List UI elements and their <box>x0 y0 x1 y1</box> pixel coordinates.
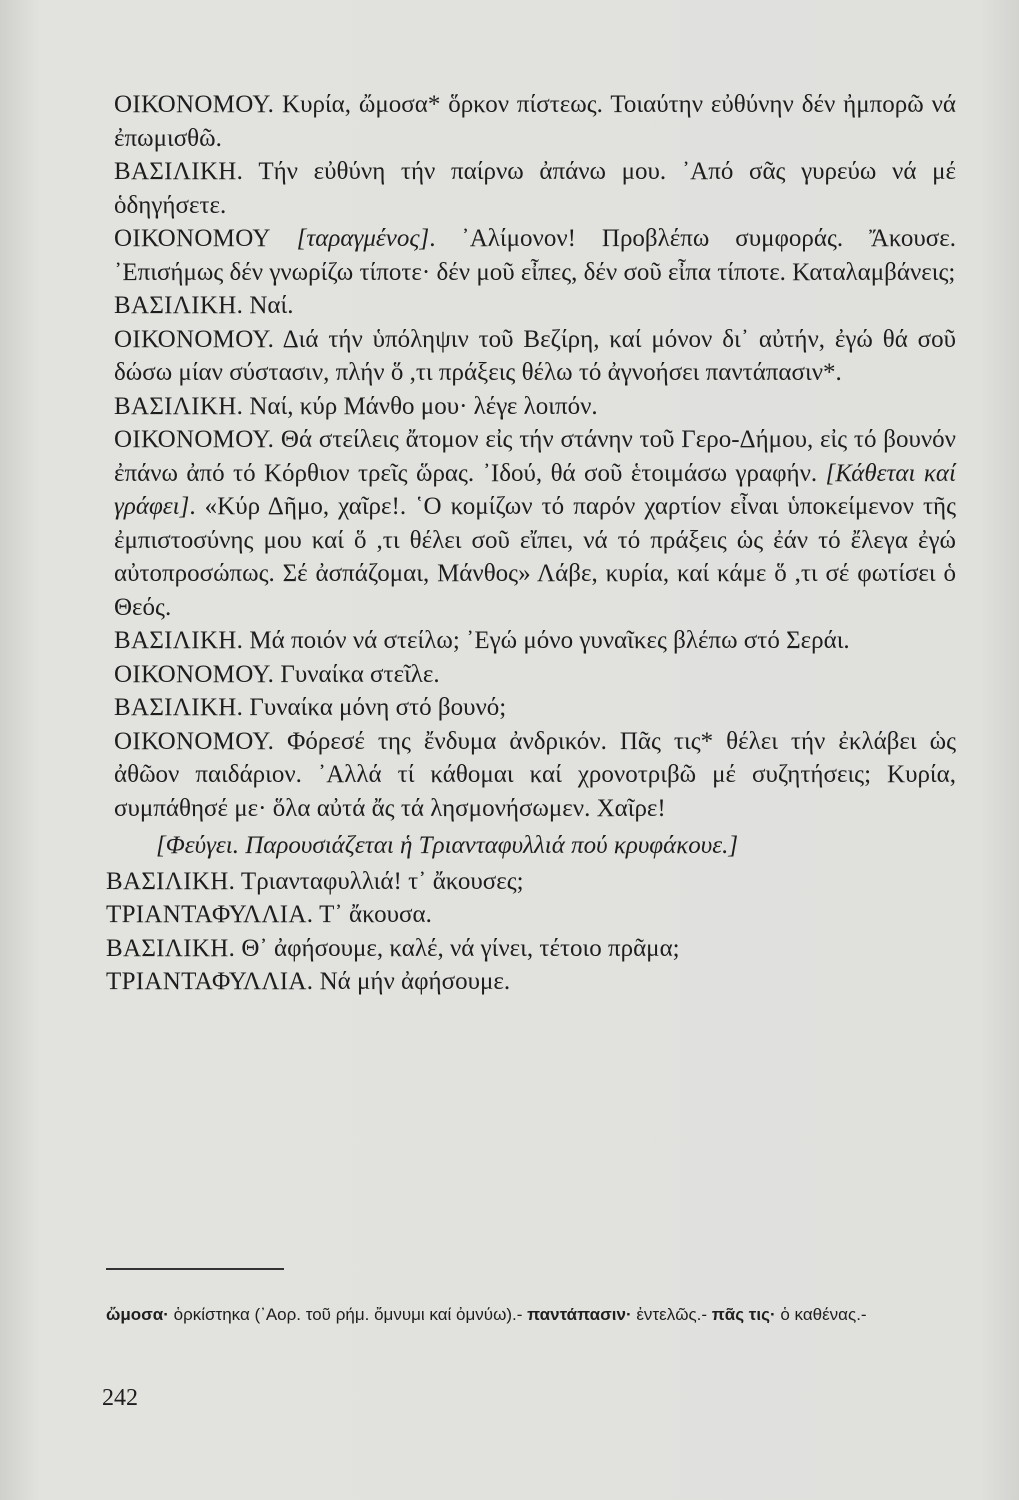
dialogue-line <box>106 624 956 658</box>
footnote-term: παντάπασιν· <box>527 1305 632 1324</box>
dialogue-line <box>106 222 956 289</box>
line-text: Θά στείλεις ἄτομον εἰς τήν στάνην τοῦ Γερο-Δήμου, εἰς τό βουνόν ἐπάνω ἀπό τό Κόρθιον τρεῖς ὥρας. ᾿Ιδού, θά σοῦ ἑτοιμάσω γραφήν. <box>114 426 956 487</box>
dialogue-line <box>106 725 956 826</box>
line-text: Τ᾿ ἄκουσα. <box>313 901 432 928</box>
line-text-continued: . ᾿Αλίμονον! Προβλέπω συμφοράς. Ἄκουσε. ᾿Επισήμως δέν γνωρίζω τίποτε· δέν μοῦ εἶπες, δέν σοῦ εἶπα τίποτε. Καταλαμβάνεις; <box>114 225 956 286</box>
speaker-name: ΟΙΚΟΝΟΜΟΥ. <box>114 660 275 688</box>
dialogue-text <box>106 88 956 999</box>
footnote-divider <box>106 1268 284 1270</box>
speaker-name: ΤΡΙΑΝΤΑΦΥΛΛΙΑ. <box>106 968 314 995</box>
speaker-name: ΒΑΣΙΛΙΚΗ. <box>106 934 236 962</box>
footnote-term: ὤμοσα· <box>106 1305 169 1324</box>
line-text: Κυρία, ὤμοσα* ὅρκον πίστεως. Τοιαύτην εὐθύνην δέν ἠμπορῶ νά ἐπωμισθῶ. <box>114 91 956 152</box>
dialogue-line <box>106 658 956 692</box>
footnote <box>106 1303 956 1327</box>
line-text: Γυναίκα στεῖλε. <box>274 660 440 688</box>
line-text: Φόρεσέ της ἔνδυμα ἀνδρικόν. Πᾶς τις* θέλει τήν ἐκλάβει ὡς ἀθῶον παιδάριον. ᾿Αλλά τί κάθομαι καί χρονοτριβῶ μέ συζητήσεις; Κυρία, συμπάθησέ με· ὅλα αὐτά ἄς τά λησμονήσωμεν. Χαῖρε! <box>114 727 956 822</box>
line-text-continued: . «Κύρ Δῆμο, χαῖρε!. ῾Ο κομίζων τό παρόν χαρτίον εἶναι ὑποκείμενον τῆς ἐμπιστοσύνης μου καί ὅ ,τι θέλει σοῦ εἴπει, νά τό πράξεις ὡς ἐάν τό ἔλεγα ἐγώ αὐτοπροσώπως. Σέ ἀσπάζομαι, Μάνθος» Λάβε, κυρία, καί κάμε ὅ ,τι σέ φωτίσει ὁ Θεός. <box>114 493 956 621</box>
line-text <box>271 225 297 252</box>
speaker-name: ΟΙΚΟΝΟΜΟΥ. <box>114 325 275 353</box>
speaker-name: ΟΙΚΟΝΟΜΟΥ. <box>114 727 275 755</box>
speaker-name: ΟΙΚΟΝΟΜΟΥ <box>114 225 271 252</box>
inline-stage-direction: [ταραγμένος] <box>296 225 430 252</box>
stage-direction: [Φεύγει. Παρουσιάζεται ἡ Τριανταφυλλιά πού κρυφάκουε.] <box>156 832 739 859</box>
dialogue-line <box>106 898 956 932</box>
line-text: Τήν εὐθύνη τήν παίρνω ἀπάνω μου. ᾿Από σᾶς γυρεύω νά μέ ὁδηγήσετε. <box>114 158 956 219</box>
footnote-definition: ὁ καθένας.- <box>775 1305 867 1324</box>
speaker-name: ΟΙΚΟΝΟΜΟΥ. <box>114 426 275 453</box>
dialogue-line <box>106 932 956 966</box>
speaker-name: ΟΙΚΟΝΟΜΟΥ. <box>114 91 275 118</box>
dialogue-line <box>106 323 956 390</box>
line-text: Ναί. <box>243 292 294 319</box>
inline-stage-direction: [Κάθεται καί γράφει] <box>114 459 956 520</box>
line-text: Θ᾿ ἀφήσουμε, καλέ, νά γίνει, τέτοιο πρᾶμα; <box>235 934 680 962</box>
line-text: Γυναίκα μόνη στό βουνό; <box>243 694 507 721</box>
line-text: Ναί, κύρ Μάνθο μου· λέγε λοιπόν. <box>243 392 598 420</box>
footnote-term: πᾶς τις· <box>711 1305 776 1324</box>
dialogue-line <box>106 390 956 424</box>
dialogue-line <box>106 965 956 999</box>
speaker-name: ΤΡΙΑΝΤΑΦΥΛΛΙΑ. <box>106 901 314 928</box>
dialogue-line <box>106 289 956 323</box>
dialogue-line <box>106 691 956 725</box>
footnote-definition: ὁρκίστηκα (᾿Αορ. τοῦ ρήμ. ὄμνυμι καί ὀμνύω).- <box>168 1305 528 1324</box>
dialogue-line <box>106 865 956 899</box>
speaker-name: ΒΑΣΙΛΙΚΗ. <box>114 392 244 420</box>
line-text: Τριανταφυλλιά! τ᾿ ἄκουσες; <box>235 867 524 895</box>
line-text: Μά ποιόν νά στείλω; ᾿Εγώ μόνο γυναῖκες βλέπω στό Σεράι. <box>243 627 850 654</box>
dialogue-line <box>106 155 956 222</box>
footnote-definition: ἐντελῶς.- <box>631 1305 712 1324</box>
dialogue-line <box>106 88 956 155</box>
line-text: Διά τήν ὑπόληψιν τοῦ Βεζίρη, καί μόνον δι᾿ αὐτήν, ἐγώ θά σοῦ δώσω μίαν σύστασιν, πλήν ὅ ,τι πράξεις θέλω τό ἀγνοήσει παντάπασιν*. <box>114 325 956 386</box>
speaker-name: ΒΑΣΙΛΙΚΗ. <box>114 694 244 721</box>
page-number: 242 <box>102 1385 138 1411</box>
speaker-name: ΒΑΣΙΛΙΚΗ. <box>114 627 244 654</box>
line-text: Νά μήν ἀφήσουμε. <box>313 968 511 995</box>
speaker-name: ΒΑΣΙΛΙΚΗ. <box>106 867 236 895</box>
speaker-name: ΒΑΣΙΛΙΚΗ. <box>114 158 244 185</box>
dialogue-line <box>106 423 956 624</box>
speaker-name: ΒΑΣΙΛΙΚΗ. <box>114 292 244 319</box>
